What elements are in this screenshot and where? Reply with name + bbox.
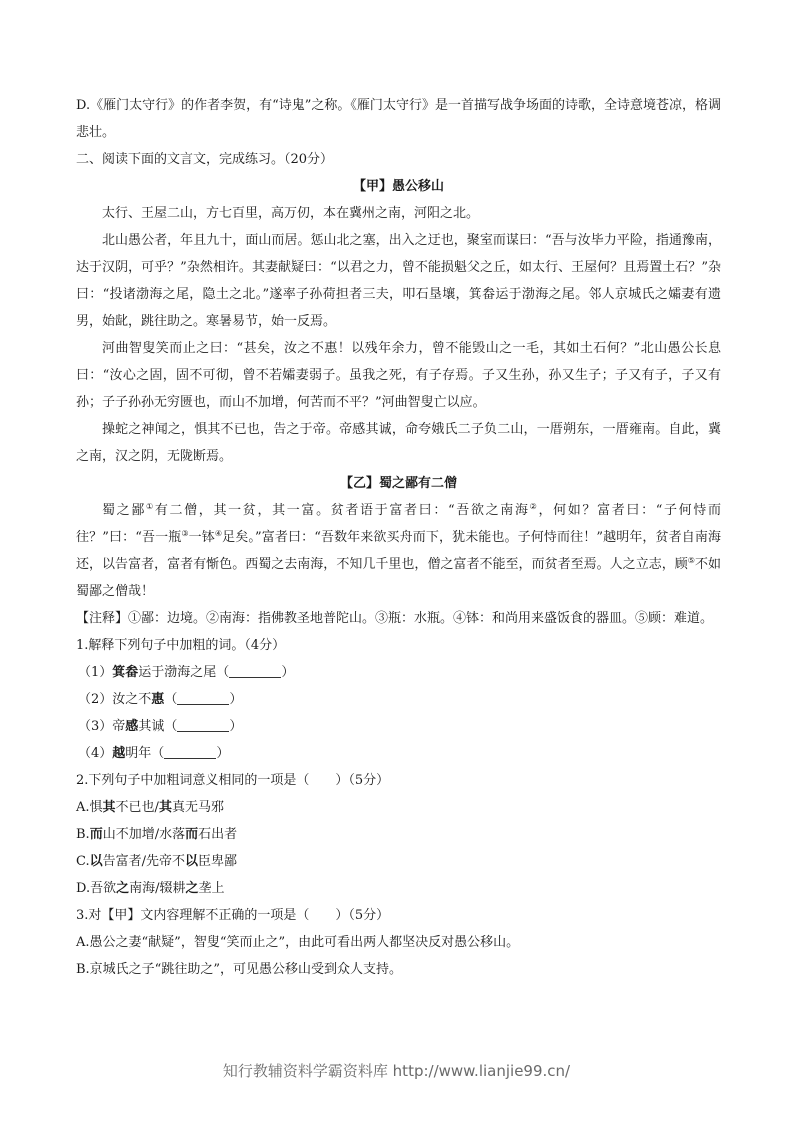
passage-jia-paragraph: 北山愚公者，年且九十，面山而居。惩山北之塞，出入之迂也，聚室而谋曰：“吾与汝毕力平险，指通豫南，达于汉阴，可乎？”杂然相许。其妻献疑曰：“以君之力，曾不能损魁父之丘，如太行、王屋何？且焉置土石？”杂曰：“投诸渤海之尾，隐土之北。”遂率子孙荷担者三夫，叩石垦壤，箕畚运于渤海之尾。邻人京城氏之孀妻有遗男，始龀，跳往助之。寒暑易节，始一反焉。 <box>76 233 721 329</box>
question-1-item: （2）汝之不惠（ ） <box>78 692 243 707</box>
question-3-option: B.京城氏之子“跳往助之”，可见愚公移山受到众人支持。 <box>76 962 402 977</box>
footnote-marker: ⑤ <box>687 556 695 565</box>
footnote-marker: ① <box>145 502 155 511</box>
passage-yi-paragraph: 蜀之鄙①有二僧，其一贫，其一富。贫者语于富者曰：“吾欲之南海②，何如？富者曰：“子何恃而往？”曰：“吾一瓶③一钵④足矣。”富者曰：“吾数年来欲买舟而下，犹未能也。子何恃而往！”越明年，贫者自南海还，以告富者，富者有惭色。西蜀之去南海，不知几千里也，僧之富者不能至，而贫者至焉。人之立志，顾⑤不如蜀鄙之僧哉！ <box>76 502 722 599</box>
footnote-marker: ② <box>529 502 539 511</box>
passage-jia-paragraph: 河曲智叟笑而止之曰：“甚矣，汝之不惠！以残年余力，曾不能毁山之一毛，其如土石何？”北山愚公长息曰：“汝心之固，固不可彻，曾不若孀妻弱子。虽我之死，有子存焉。子又生孙，孙又生子；子又有子，子又有孙；子子孙孙无穷匮也，而山不加增，何苦而不平？”河曲智叟亡以应。 <box>76 341 721 410</box>
answer-blank[interactable] <box>177 690 229 705</box>
question-3-option: A.愚公之妻“献疑”，智叟“笑而止之”，由此可看出两人都坚决反对愚公移山。 <box>76 935 520 950</box>
answer-blank[interactable] <box>164 744 216 759</box>
footnote-marker: ④ <box>214 529 223 538</box>
footer-watermark: 知行教辅资料学霸资料库 http://www.lianjie99.cn/ <box>222 1062 571 1080</box>
footnote-marker: ③ <box>181 529 189 538</box>
answer-blank[interactable] <box>177 717 229 732</box>
question-1-item: （1）箕畚运于渤海之尾（ ） <box>78 665 295 680</box>
question-2-option: B.而山不加增/水落而石出者 <box>76 827 238 842</box>
document-page <box>76 92 721 983</box>
option-d-previous: D.《雁门太守行》的作者李贺，有“诗鬼”之称。《雁门太守行》是一首描写战争场面的诗歌，全诗意境苍凉，格调悲壮。 <box>76 98 721 140</box>
answer-blank[interactable] <box>229 663 281 678</box>
question-1-item: （4）越明年（ ） <box>78 746 230 761</box>
passage-yi-title: 【乙】蜀之鄙有二僧 <box>339 476 457 491</box>
question-2-option: C.以告富者/先帝不以臣卑鄙 <box>76 854 238 869</box>
question-2-option: A.惧其不已也/其真无马邪 <box>76 800 224 815</box>
passage-jia-title: 【甲】愚公移山 <box>352 179 444 194</box>
question-2-option: D.吾欲之南海/辍耕之垄上 <box>76 881 225 896</box>
passage-jia-paragraph: 操蛇之神闻之，惧其不已也，告之于帝。帝感其诚，命夸娥氏二子负二山，一厝朔东，一厝雍南。自此，冀之南，汉之阴，无陇断焉。 <box>76 422 721 464</box>
question-2-stem: 2.下列句子中加粗词意义相同的一项是（ ）（5分） <box>76 773 390 788</box>
section-2-heading: 二、阅读下面的文言文，完成练习。（20分） <box>76 152 334 167</box>
passage-jia-paragraph: 太行、王屋二山，方七百里，高万仞，本在冀州之南，河阳之北。 <box>102 206 480 221</box>
question-3-stem: 3.对【甲】文内容理解不正确的一项是（ ）（5分） <box>76 908 390 923</box>
question-1-item: （3）帝感其诚（ ） <box>78 719 243 734</box>
annotation-notes: 【注释】①鄙：边境。②南海：指佛教圣地普陀山。③瓶：水瓶。④钵：和尚用来盛饭食的器皿。⑤顾：难道。 <box>76 611 714 626</box>
question-1-stem: 1.解释下列句子中加粗的词。（4分） <box>76 638 286 653</box>
